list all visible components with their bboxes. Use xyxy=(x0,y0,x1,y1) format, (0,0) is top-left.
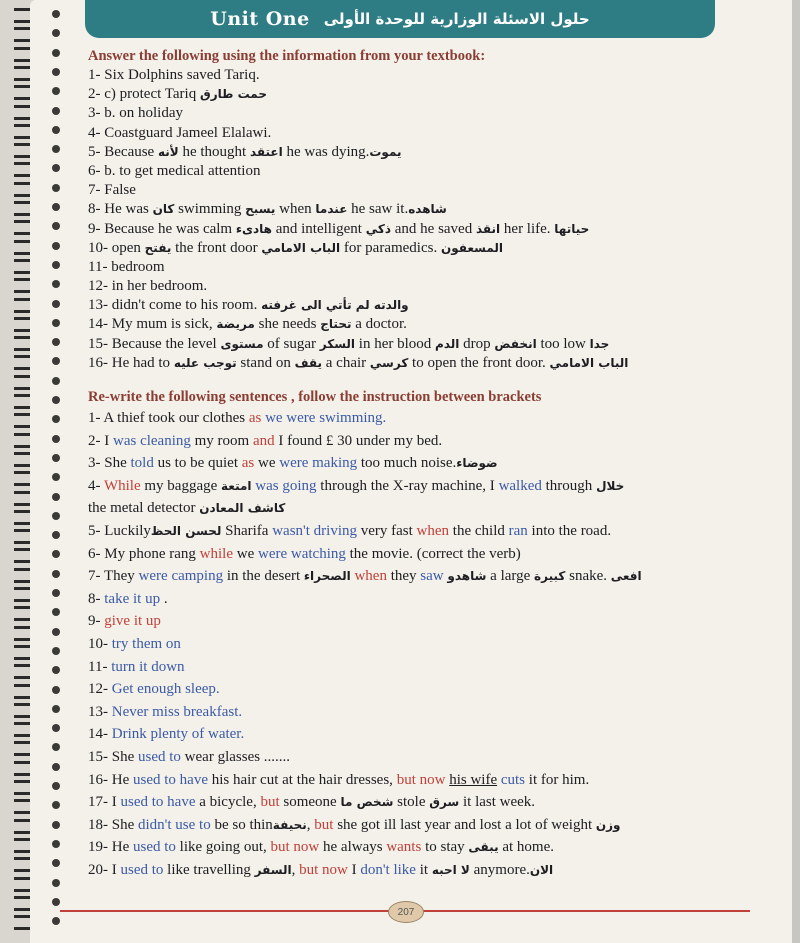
list-item xyxy=(88,836,778,859)
punch-hole xyxy=(52,898,60,906)
item-text: 3- She xyxy=(88,455,131,472)
list-item xyxy=(88,791,778,814)
unit-title-banner xyxy=(85,0,715,38)
list-item xyxy=(88,66,778,85)
arabic-gloss: توجب عليه xyxy=(173,355,237,370)
list-item xyxy=(88,701,778,724)
arabic-gloss: السكر xyxy=(319,336,356,351)
punch-hole xyxy=(52,107,60,115)
list-item xyxy=(88,296,778,315)
item-text: as xyxy=(241,455,255,472)
item-text: when xyxy=(416,522,450,539)
list-item xyxy=(88,239,778,258)
arabic-gloss: لأنه xyxy=(157,144,179,159)
arabic-gloss: افعى xyxy=(610,569,642,584)
item-text: Get enough sleep. xyxy=(111,681,220,698)
arabic-gloss: يقف xyxy=(294,355,323,370)
section-heading-rewrite: Re-write the following sentences , follow the instruction between brackets xyxy=(88,389,542,405)
punch-hole xyxy=(52,68,60,76)
list-item xyxy=(88,85,778,104)
item-text: the metal detector xyxy=(88,500,200,517)
item-text: were watching xyxy=(257,545,346,562)
list-item xyxy=(88,497,778,520)
punch-hole xyxy=(52,473,60,481)
item-text: through xyxy=(541,477,597,494)
item-text: ran xyxy=(508,522,528,539)
item-text: when xyxy=(354,568,387,585)
list-item xyxy=(88,746,778,769)
item-text: the child xyxy=(449,522,509,539)
punch-hole xyxy=(52,415,60,423)
item-text: her life. xyxy=(500,220,555,237)
arabic-gloss: مستوى xyxy=(220,336,264,351)
list-item xyxy=(88,354,778,373)
arabic-gloss: والدته لم تأتي الى غرفته xyxy=(261,298,409,313)
item-text: . xyxy=(160,590,168,607)
punch-hole xyxy=(52,840,60,848)
arabic-gloss: الدم xyxy=(435,336,460,351)
item-text: 15- She xyxy=(88,748,138,765)
item-text: we xyxy=(254,455,280,472)
item-text: didn't use to xyxy=(138,816,211,833)
item-text: the movie. (correct the verb) xyxy=(345,545,521,562)
arabic-gloss: كان xyxy=(152,202,175,217)
item-text: Sharifa xyxy=(221,522,273,539)
item-text: While xyxy=(103,477,141,494)
item-text: someone xyxy=(279,794,341,811)
arabic-gloss: هادىء xyxy=(235,221,272,236)
item-text: a bicycle, xyxy=(195,794,261,811)
item-text: while xyxy=(199,545,233,562)
item-text: like going out, xyxy=(175,839,271,856)
item-text: 1- Six Dolphins saved Tariq. xyxy=(88,67,260,83)
arabic-gloss: الباب الامامي xyxy=(549,355,629,370)
arabic-gloss: يبقى xyxy=(468,840,499,855)
arabic-gloss: تحتاج xyxy=(320,317,352,332)
punch-hole xyxy=(52,435,60,443)
arabic-gloss: خلال xyxy=(596,478,625,493)
item-text: wants xyxy=(386,839,422,856)
list-item xyxy=(88,859,778,882)
item-text: used to have xyxy=(133,771,208,788)
arabic-gloss: سرق xyxy=(429,795,460,810)
arabic-gloss: مريضة xyxy=(216,317,255,332)
arabic-gloss: حياتها xyxy=(554,221,590,236)
item-text: were camping xyxy=(138,568,224,585)
item-text: and he saved xyxy=(391,220,476,237)
punch-hole xyxy=(52,49,60,57)
punch-hole xyxy=(52,145,60,153)
item-text: 16- He xyxy=(88,771,133,788)
arabic-gloss: ذكي xyxy=(365,221,391,236)
punch-hole xyxy=(52,550,60,558)
punch-hole xyxy=(52,203,60,211)
item-text: 17- I xyxy=(88,794,121,811)
arabic-gloss: كاشف المعادن xyxy=(199,501,286,516)
item-text: 6- b. to get medical attention xyxy=(88,162,261,179)
arabic-gloss: السفر xyxy=(254,862,292,877)
list-item xyxy=(88,543,778,566)
punch-hole xyxy=(52,319,60,327)
list-item xyxy=(88,588,778,611)
punch-hole xyxy=(52,859,60,867)
list-item xyxy=(88,335,778,354)
item-text: Never miss breakfast. xyxy=(111,703,243,720)
item-text: 14- xyxy=(88,726,112,743)
punch-hole xyxy=(52,531,60,539)
item-text: his hair cut at the hair dresses, xyxy=(207,771,397,788)
item-text: 6- My phone rang xyxy=(88,545,200,562)
answer-list xyxy=(88,66,778,373)
item-text: but xyxy=(260,794,280,811)
arabic-gloss: وزن xyxy=(595,817,621,832)
item-text: was going xyxy=(255,477,317,494)
arabic-gloss: انخفض xyxy=(494,336,537,351)
arabic-gloss: الباب الامامي xyxy=(261,240,341,255)
list-item xyxy=(88,315,778,334)
item-text: try them on xyxy=(111,635,181,652)
item-text: 9- xyxy=(88,613,105,630)
punch-hole xyxy=(52,608,60,616)
arabic-gloss: شخص ما xyxy=(340,795,394,810)
item-text: used to xyxy=(138,748,181,765)
arabic-gloss: شاهده xyxy=(408,202,447,217)
item-text: but xyxy=(314,816,334,833)
item-text: 9- Because he was calm xyxy=(88,220,236,237)
list-item xyxy=(88,220,778,239)
punch-hole xyxy=(52,782,60,790)
item-text: be so thin xyxy=(210,816,273,833)
item-text: walked xyxy=(498,477,542,494)
punch-hole xyxy=(52,10,60,18)
list-item xyxy=(88,633,778,656)
item-text: like travelling xyxy=(163,861,255,878)
item-text: 19- He xyxy=(88,839,133,856)
arabic-gloss: يفتح xyxy=(144,240,172,255)
punch-hole xyxy=(52,493,60,501)
list-item xyxy=(88,769,778,792)
unit-title-arabic: حلول الاسئلة الوزارية للوحدة الأولى xyxy=(323,10,590,28)
list-item xyxy=(88,200,778,219)
item-text: when xyxy=(275,201,316,218)
punch-hole xyxy=(52,724,60,732)
punch-hole xyxy=(52,589,60,597)
item-text: 10- xyxy=(88,635,112,652)
punch-hole xyxy=(52,917,60,925)
item-text: in her blood xyxy=(355,335,436,352)
punch-hole xyxy=(52,377,60,385)
punch-hole xyxy=(52,300,60,308)
item-text: into the road. xyxy=(527,522,612,539)
punch-hole xyxy=(52,686,60,694)
item-text: used to xyxy=(120,861,164,878)
punch-hole xyxy=(52,222,60,230)
arabic-gloss: اعتقد xyxy=(249,144,283,159)
list-item xyxy=(88,475,778,498)
item-text: cuts xyxy=(500,771,526,788)
punch-hole xyxy=(52,338,60,346)
item-text: it xyxy=(415,861,432,878)
item-text: 8- xyxy=(88,590,105,607)
item-text: we were swimming. xyxy=(261,410,387,426)
item-text: 13- didn't come to his room. xyxy=(88,297,262,314)
item-text: 16- He had to xyxy=(88,354,174,371)
item-text: drop xyxy=(459,335,495,352)
punch-hole xyxy=(52,821,60,829)
arabic-gloss: نحيفة xyxy=(272,817,307,832)
list-item xyxy=(88,181,778,200)
item-text: he was dying. xyxy=(282,143,370,160)
arabic-gloss: الان xyxy=(529,862,554,877)
item-text: 7- They xyxy=(88,568,139,585)
item-text: he saw it. xyxy=(347,201,409,218)
item-text: told xyxy=(130,455,154,472)
item-text: I xyxy=(347,861,361,878)
item-text: a chair xyxy=(322,354,370,371)
page-content xyxy=(88,46,778,881)
item-text: stand on xyxy=(236,354,295,371)
item-text: turn it down xyxy=(111,658,185,675)
item-text: was cleaning xyxy=(113,432,191,449)
arabic-gloss: يموت xyxy=(369,144,402,159)
item-text: I found £ 30 under my bed. xyxy=(274,432,443,449)
arabic-gloss: شاهدو xyxy=(447,569,487,584)
item-text: the front door xyxy=(171,239,262,256)
punch-hole xyxy=(52,570,60,578)
list-item xyxy=(88,723,778,746)
item-text: 5- Because xyxy=(88,143,158,160)
punch-hole xyxy=(52,126,60,134)
list-item xyxy=(88,565,778,588)
arabic-gloss: حمت طارق xyxy=(199,87,267,102)
punch-hole xyxy=(52,164,60,172)
item-text: of sugar xyxy=(263,335,320,352)
item-text: 7- False xyxy=(88,182,136,199)
item-text: 2- I xyxy=(88,432,113,449)
arabic-gloss: كبيرة xyxy=(534,569,566,584)
item-text: too much noise. xyxy=(357,455,457,472)
item-text: but now xyxy=(396,771,446,788)
list-item xyxy=(88,104,778,123)
item-text: wasn't driving xyxy=(272,522,357,539)
list-item xyxy=(88,124,778,143)
item-text: swimming xyxy=(174,201,246,218)
item-text: stole xyxy=(393,794,430,811)
item-text: they xyxy=(386,568,421,585)
item-text: a doctor. xyxy=(351,316,407,333)
punch-hole xyxy=(52,647,60,655)
list-item xyxy=(88,678,778,701)
item-text: through the X-ray machine, I xyxy=(316,477,499,494)
arabic-gloss: جدا xyxy=(589,336,610,351)
item-text: were making xyxy=(279,455,358,472)
punch-hole xyxy=(52,801,60,809)
arabic-gloss: لا احبه xyxy=(431,862,470,877)
item-text: he always xyxy=(319,839,387,856)
item-text: 4- Coastguard Jameel Elalawi. xyxy=(88,124,272,141)
item-text: it last week. xyxy=(459,794,536,811)
item-text: very fast xyxy=(356,522,417,539)
punch-hole xyxy=(52,763,60,771)
punch-hole xyxy=(52,705,60,713)
item-text: 4- xyxy=(88,477,104,494)
item-text: wear glasses ....... xyxy=(180,748,291,765)
item-text: my baggage xyxy=(140,477,222,494)
item-text: my room xyxy=(190,432,253,449)
punch-hole xyxy=(52,184,60,192)
punch-hole xyxy=(52,879,60,887)
arabic-gloss: المسعفون xyxy=(440,240,504,255)
punch-hole xyxy=(52,396,60,404)
list-item xyxy=(88,258,778,277)
item-text: used to have xyxy=(120,794,196,811)
punch-hole xyxy=(52,29,60,37)
item-text: anymore. xyxy=(469,861,530,878)
page-number: 207 xyxy=(388,901,424,923)
item-text: he thought xyxy=(178,143,250,160)
arabic-gloss: انقذ xyxy=(475,221,501,236)
item-text: at home. xyxy=(498,839,554,856)
item-text: , xyxy=(291,861,300,878)
item-text: 12- xyxy=(88,681,112,698)
section-heading-answer: Answer the following using the information from your textbook: xyxy=(88,48,486,64)
item-text: and intelligent xyxy=(271,220,366,237)
item-text: Drink plenty of water. xyxy=(111,726,245,743)
punch-hole xyxy=(52,666,60,674)
arabic-gloss: ضوضاء xyxy=(456,456,498,471)
list-item xyxy=(88,143,778,162)
item-text: we xyxy=(232,545,258,562)
item-text: a large xyxy=(486,568,535,585)
list-item xyxy=(88,520,778,543)
item-text: 11- bedroom xyxy=(88,258,165,275)
item-text: 11- xyxy=(88,658,112,675)
list-item xyxy=(88,656,778,679)
punch-hole xyxy=(52,242,60,250)
item-text: 10- open xyxy=(88,239,145,256)
punch-hole xyxy=(52,628,60,636)
item-text: us to be quiet xyxy=(153,455,242,472)
punch-hole xyxy=(52,743,60,751)
punch-hole xyxy=(52,512,60,520)
item-text: his wife xyxy=(449,771,498,788)
item-text: don't like xyxy=(360,861,416,878)
list-item xyxy=(88,814,778,837)
item-text: 15- Because the level xyxy=(88,335,221,352)
item-text: 12- in her bedroom. xyxy=(88,278,208,295)
item-text: but now xyxy=(270,839,320,856)
item-text: to open the front door. xyxy=(408,354,550,371)
list-item xyxy=(88,610,778,633)
arabic-gloss: كرسي xyxy=(369,355,409,370)
item-text: used to xyxy=(133,839,176,856)
item-text: in the desert xyxy=(223,568,304,585)
arabic-gloss: لحسن الحظ xyxy=(150,523,222,538)
item-text: for paramedics. xyxy=(340,239,441,256)
item-text: she got ill last year and lost a lot of weight xyxy=(333,816,596,833)
item-text: it for him. xyxy=(525,771,590,788)
item-text: 20- I xyxy=(88,861,121,878)
item-text: 1- A thief took our clothes xyxy=(88,410,249,426)
item-text: and xyxy=(252,432,275,449)
item-text: to stay xyxy=(421,839,469,856)
item-text: 3- b. on holiday xyxy=(88,105,183,122)
punch-hole xyxy=(52,87,60,95)
item-text: 5- Luckily xyxy=(88,522,151,539)
arabic-gloss: عندما xyxy=(315,202,348,217)
arabic-gloss: امتعة xyxy=(221,478,252,493)
item-text: saw xyxy=(420,568,444,585)
item-text: take it up xyxy=(104,590,161,607)
rewrite-list xyxy=(88,407,778,881)
arabic-gloss: يسبح xyxy=(245,202,276,217)
item-text: she needs xyxy=(254,316,321,333)
list-item xyxy=(88,452,778,475)
item-text: 18- She xyxy=(88,816,138,833)
arabic-gloss: الصحراء xyxy=(303,569,351,584)
punch-hole xyxy=(52,454,60,462)
item-text: snake. xyxy=(565,568,611,585)
list-item xyxy=(88,430,778,453)
item-text: 14- My mum is sick, xyxy=(88,316,217,333)
punch-hole xyxy=(52,357,60,365)
item-text: 2- c) protect Tariq xyxy=(88,86,200,103)
item-text: but now xyxy=(299,861,348,878)
punch-hole xyxy=(52,280,60,288)
unit-title: Unit One xyxy=(210,8,310,30)
item-text: 13- xyxy=(88,703,112,720)
list-item xyxy=(88,407,778,430)
item-text: 8- He was xyxy=(88,201,153,218)
item-text: too low xyxy=(536,335,590,352)
item-text: , xyxy=(306,816,315,833)
list-item xyxy=(88,162,778,181)
item-text: give it up xyxy=(104,613,161,630)
item-text: as xyxy=(248,410,262,426)
punch-hole xyxy=(52,261,60,269)
list-item xyxy=(88,277,778,296)
